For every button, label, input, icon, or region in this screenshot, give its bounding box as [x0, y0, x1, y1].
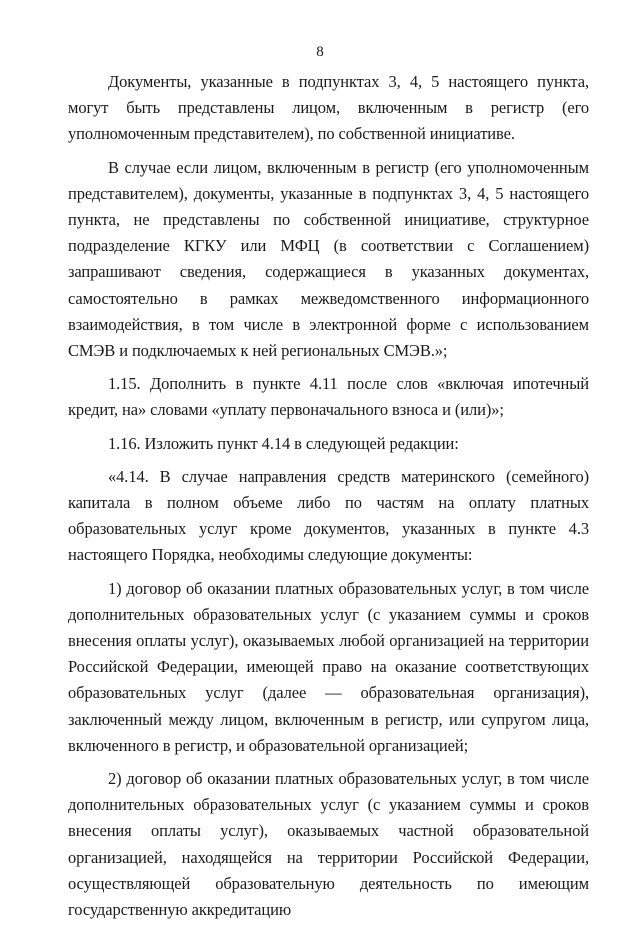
paragraph: В случае если лицом, включенным в регистр (его уполномоченным представителем), документы, указанные в подпунктах 3, 4, 5 настоящего пункта, не представлены по собственной инициативе, структурное подразделение КГКУ или МФЦ (в соответствии с Соглашением) запрашивают сведения, содержащиеся в указанных документах, самостоятельно в рамках межведомственного информационного взаимодействия, в том числе в электронной форме с использованием СМЭВ и подключаемых к ней региональных СМЭВ.»;	[68, 157, 589, 361]
page-number: 8	[316, 44, 324, 60]
paragraph: 1.15. Дополнить в пункте 4.11 после слов «включая ипотечный кредит, на» словами «уплату первоначального взноса и (или)»;	[68, 374, 589, 420]
paragraph: 2) договор об оказании платных образовательных услуг, в том числе дополнительных образовательных услуг (с указанием суммы и сроков внесения оплаты услуг), оказываемых частной образовательной организацией, находящейся на территории Российской Федерации, осуществляющей образовательную деятельность по имеющим государственную аккредитацию	[68, 769, 589, 920]
paragraph: 1.16. Изложить пункт 4.14 в следующей редакции:	[108, 433, 459, 453]
document-body	[68, 69, 589, 930]
paragraph: 1) договор об оказании платных образовательных услуг, в том числе дополнительных образовательных услуг (с указанием суммы и сроков внесения оплаты услуг), оказываемых любой организацией на территории Российской Федерации, имеющей право на оказание соответствующих образовательных услуг (далее — образовательная организация), заключенный между лицом, включенным в регистр, или супругом лица, включенного в регистр, и образовательной организацией;	[68, 578, 589, 755]
paragraph: Документы, указанные в подпунктах 3, 4, 5 настоящего пункта, могут быть представлены лицом, включенным в регистр (его уполномоченным представителем), по собственной инициативе.	[68, 72, 589, 144]
paragraph: «4.14. В случае направления средств материнского (семейного) капитала в полном объеме либо по частям на оплату платных образовательных услуг кроме документов, указанных в пункте 4.3 настоящего Порядка, необходимы следующие документы:	[68, 466, 589, 565]
